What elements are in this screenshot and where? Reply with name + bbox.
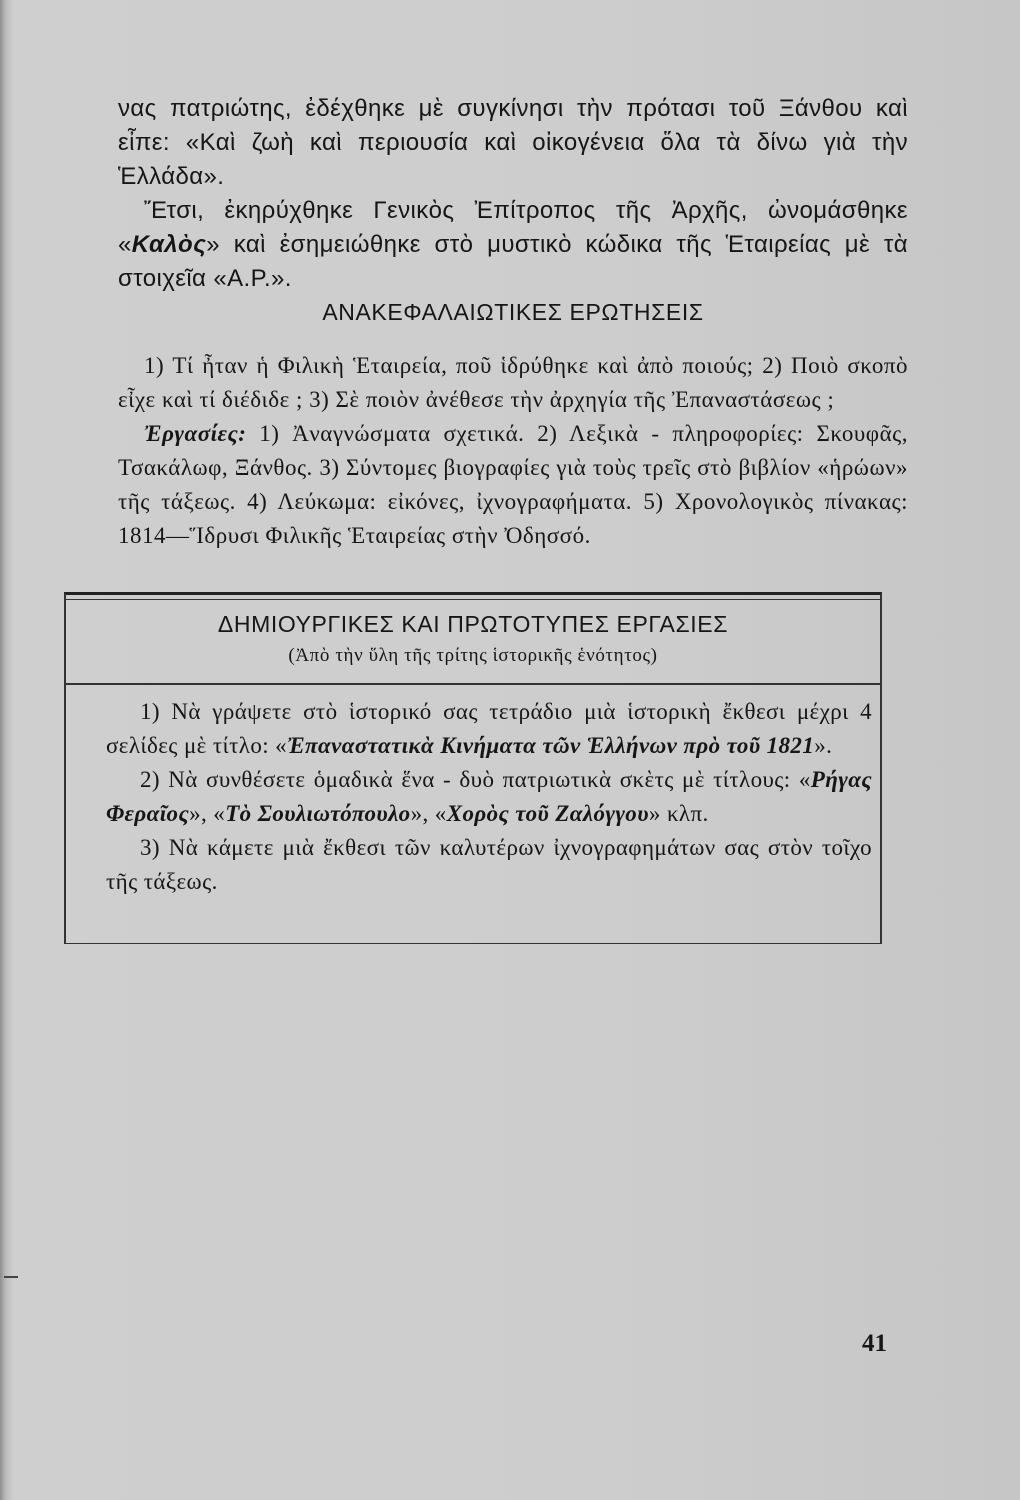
box-item-2-title-2: Τὸ Σουλιωτόπουλο: [225, 801, 411, 826]
intro-p2-before: Ἔτσι, ἐκηρύχθηκε Γενικὸς Ἐπίτροπος τῆς Ἀρχῆς, ὠνομάσθηκε «: [118, 197, 908, 258]
intro-p2-name: Καλὸς: [131, 231, 207, 258]
works-text: 1) Ἀναγνώσματα σχετικά. 2) Λεξικὰ - πληροφορίες: Σκουφᾶς, Τσακάλωφ, Ξάνθος. 3) Σύντομες βιογραφίες γιὰ τοὺς τρεῖς στὸ βιβλίον «ἡρώων» τῆς τάξεως. 4) Λεύκωμα: εἰκόνες, ἰχνογραφήματα. 5) Χρονολογικὸς πίνακας: 1814—Ἵδρυσι Φιλικῆς Ἑταιρείας στὴν Ὀδησσό.: [118, 421, 908, 548]
box-item-2-sep-1: », «: [189, 801, 226, 826]
intro-text: [118, 92, 908, 296]
box-item-2-title-3: Χορὸς τοῦ Ζαλόγγου: [446, 801, 649, 826]
box-item-2-text: 2) Νὰ συνθέσετε ὁμαδικὰ ἕνα - δυὸ πατριωτικὰ σκὲτς μὲ τίτλους: «: [140, 767, 811, 792]
box-item-2-title-1: Ρήγας Φεραῖος: [106, 767, 872, 826]
intro-paragraph-2: [118, 194, 908, 296]
intro-paragraph-1: νας πατριώτης, ἐδέχθηκε μὲ συγκίνησι τὴν πρότασι τοῦ Ξάνθου καὶ εἶπε: «Καὶ ζωὴ καὶ περιουσία καὶ οἰκογένεια ὅλα τὰ δίνω γιὰ τὴν Ἑλλάδα».: [118, 95, 908, 190]
box-body: [106, 695, 872, 899]
box-divider: [66, 683, 880, 685]
works-label: Ἐργασίες:: [144, 421, 247, 446]
box-item-1-end: ».: [814, 733, 833, 758]
box-item-2: [106, 763, 872, 831]
box-item-1-text: 1) Νὰ γράψετε στὸ ἱστορικό σας τετράδιο μιὰ ἱστορικὴ ἔκθεσι μέχρι 4 σελίδες μὲ τίτλο: «: [106, 699, 872, 758]
box-title: ΔΗΜΙΟΥΡΓΙΚΕΣ ΚΑΙ ΠΡΩΤΟΤΥΠΕΣ ΕΡΓΑΣΙΕΣ: [217, 611, 729, 637]
questions-title: ΑΝΑΚΕΦΑΛΑΙΩΤΙΚΕΣ ΕΡΩΤΗΣΕΙΣ: [322, 299, 704, 325]
box-item-1-title: Ἐπαναστατικὰ Κινήματα τῶν Ἑλλήνων πρὸ τοῦ 1821: [287, 733, 815, 758]
box-double-rule: [66, 599, 880, 600]
box-item-3: 3) Νὰ κάμετε μιὰ ἔκθεσι τῶν καλυτέρων ἰχνογραφημάτων σας στὸν τοῖχο τῆς τάξεως.: [106, 835, 872, 894]
questions-text: 1) Τί ἦταν ἡ Φιλικὴ Ἑταιρεία, ποῦ ἱδρύθηκε καὶ ἀπὸ ποιούς; 2) Ποιὸ σκοπὸ εἶχε καὶ τί διέδιδε ; 3) Σὲ ποιὸν ἀνέθεσε τὴν ἀρχηγία τῆς Ἐπαναστάσεως ;: [118, 353, 908, 412]
box-subtitle: (Ἀπὸ τὴν ὕλη τῆς τρίτης ἱστορικῆς ἑνότητος): [288, 645, 658, 666]
box-item-1: [106, 695, 872, 763]
creative-works-box: [64, 592, 882, 944]
box-item-2-sep-2: », «: [410, 801, 447, 826]
questions-block: [118, 349, 908, 553]
margin-mark: [4, 1276, 18, 1278]
works-paragraph: [118, 417, 908, 553]
page-number: 41: [862, 1330, 887, 1357]
intro-p2-after: » καὶ ἐσημειώθηκε στὸ μυστικὸ κώδικα τῆς Ἑταιρείας μὲ τὰ στοιχεῖα «Α.Ρ.».: [118, 231, 908, 292]
box-item-2-end: » κλπ.: [648, 801, 709, 826]
